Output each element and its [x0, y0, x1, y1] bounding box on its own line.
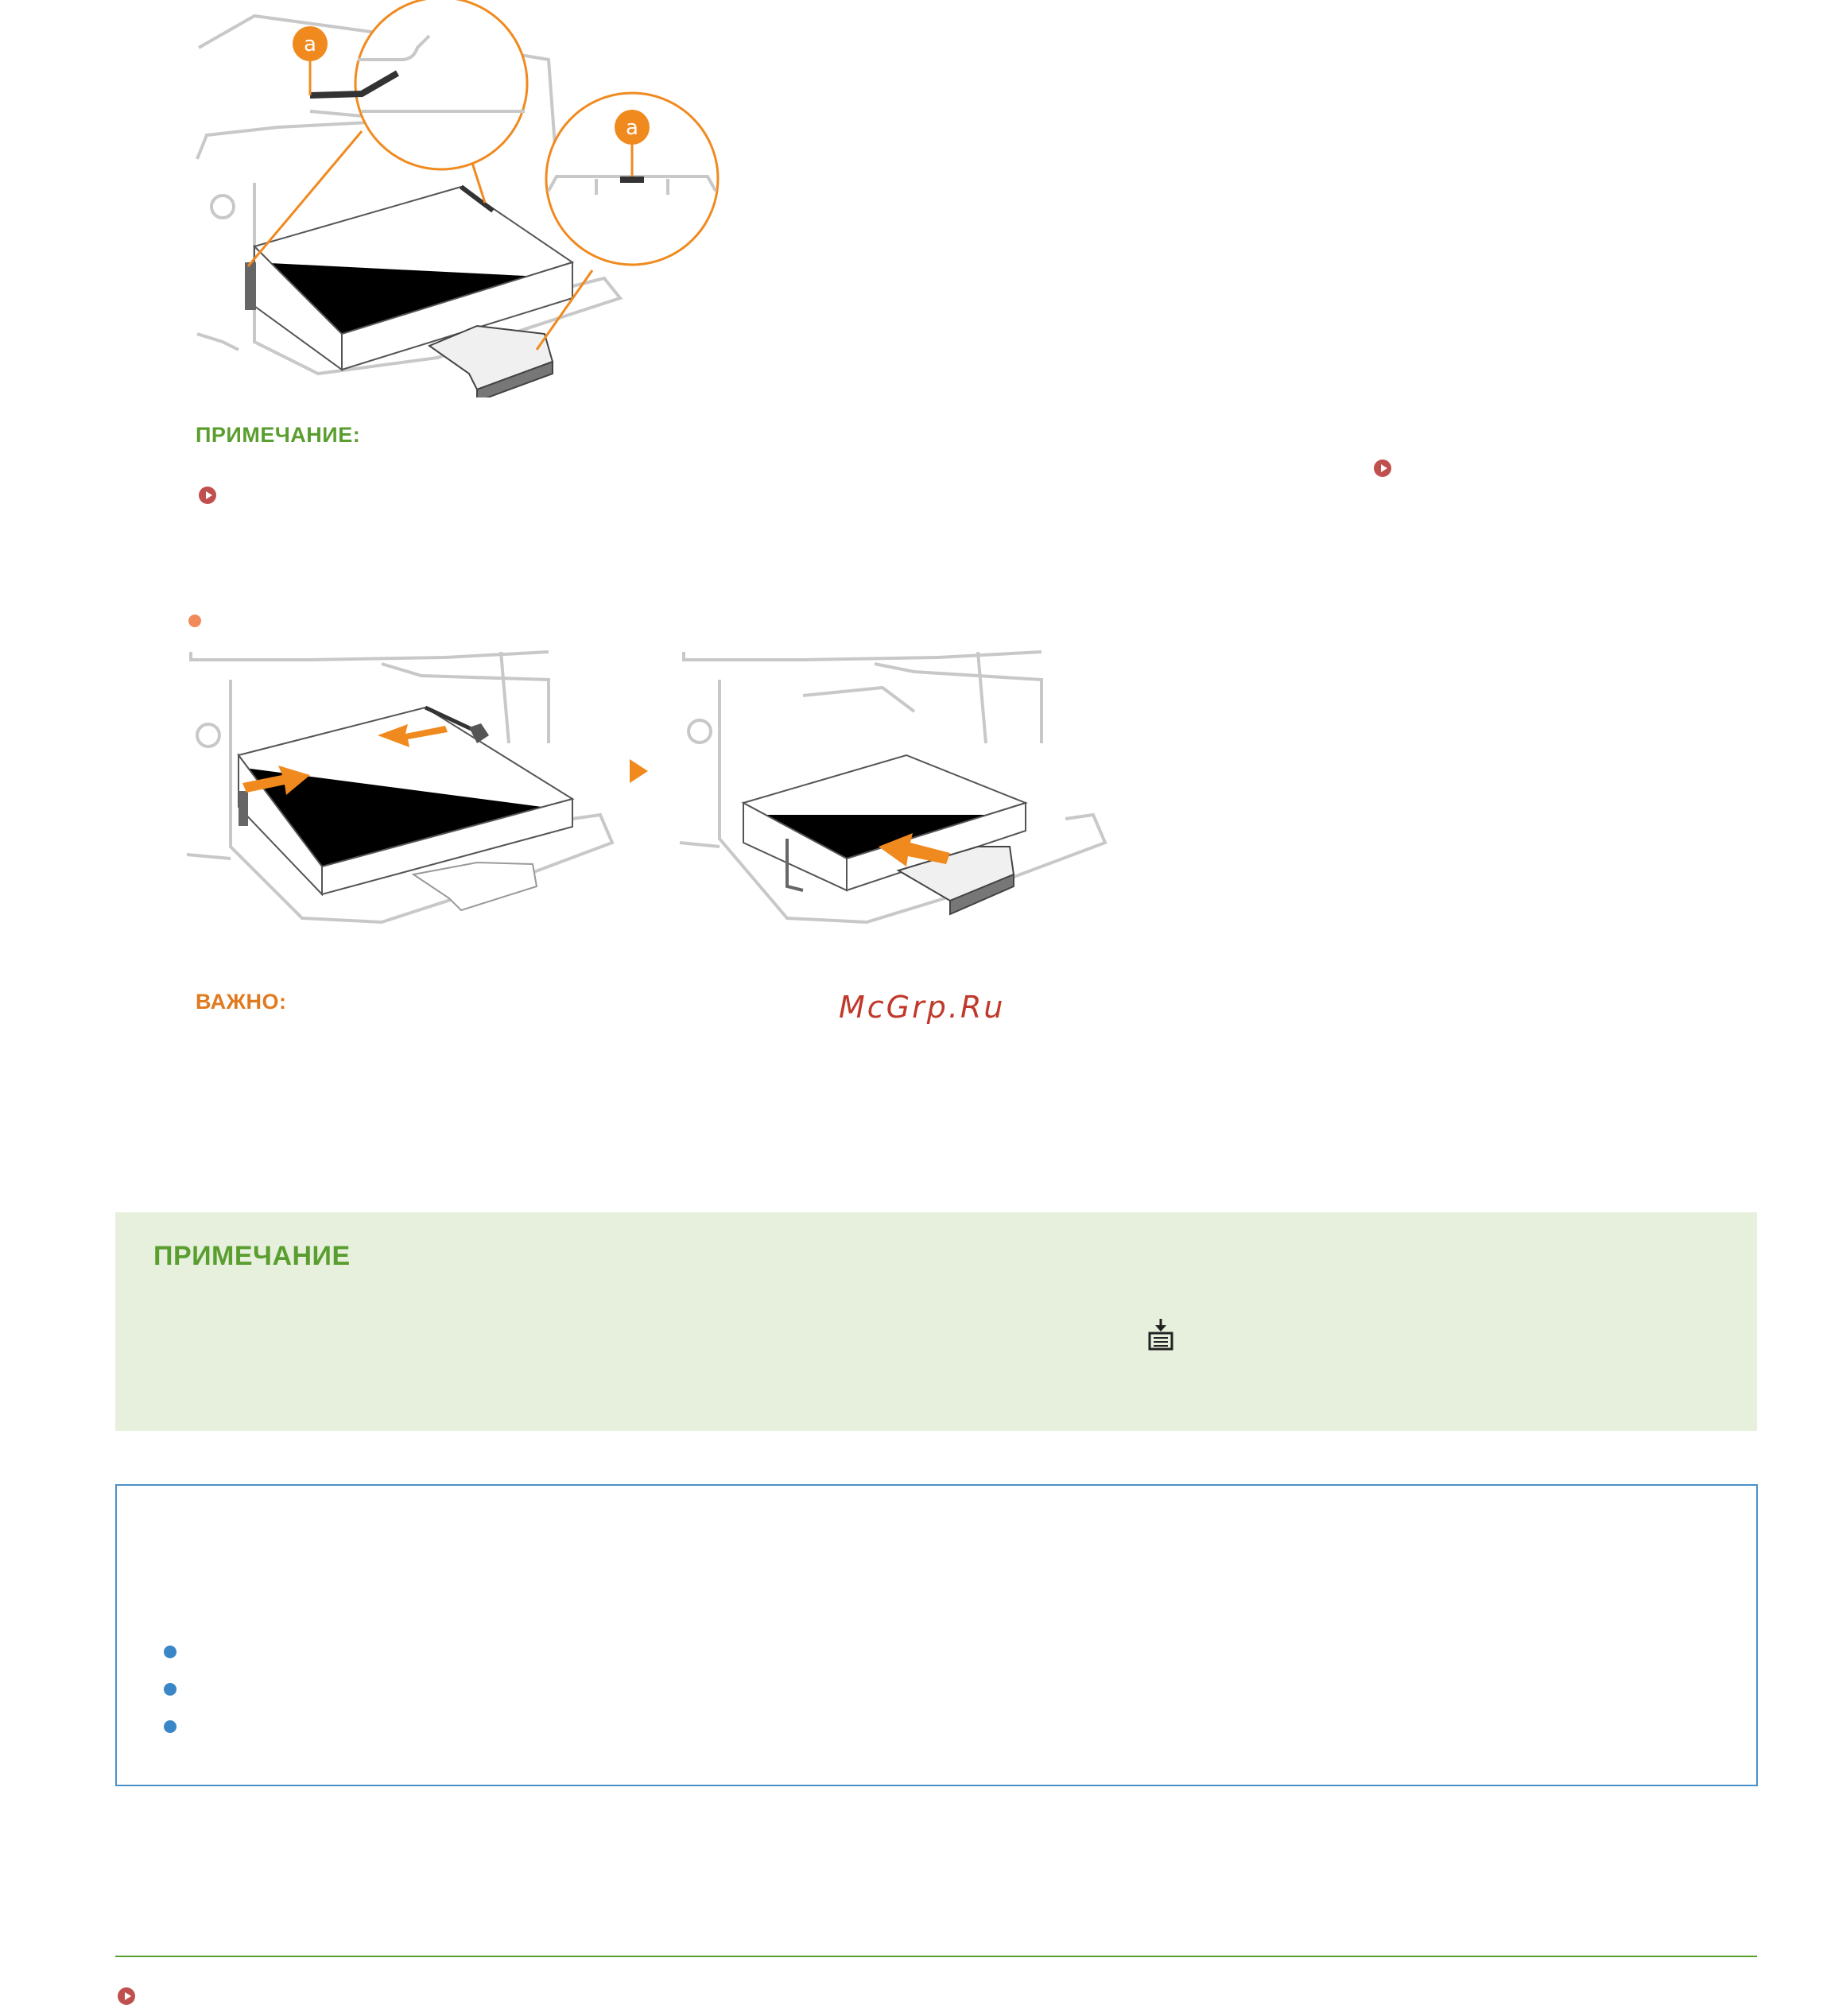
list-bullet	[164, 1720, 176, 1733]
bullet-dot	[188, 614, 201, 627]
note-box	[115, 1212, 1757, 1431]
note-label: ПРИМЕЧАНИЕ:	[196, 423, 361, 447]
step-arrow-icon	[630, 759, 648, 783]
tray-illustration-loading	[183, 648, 1121, 942]
link-arrow-icon[interactable]	[199, 487, 216, 504]
list-bullet	[164, 1683, 176, 1696]
tray-illustration-guides	[191, 0, 731, 397]
link-arrow-icon[interactable]	[118, 1987, 135, 2005]
callout-a-icon: a	[626, 116, 638, 140]
link-arrow-icon[interactable]	[1374, 459, 1391, 477]
watermark: McGrp.Ru	[839, 990, 1006, 1025]
info-box	[115, 1484, 1758, 1786]
note-box-title: ПРИМЕЧАНИЕ	[153, 1241, 351, 1271]
paper-feed-icon	[1147, 1317, 1174, 1351]
callout-a-icon: a	[304, 33, 316, 56]
list-bullet	[164, 1646, 176, 1658]
footer-divider	[115, 1956, 1757, 1957]
important-label: ВАЖНО:	[196, 990, 287, 1014]
